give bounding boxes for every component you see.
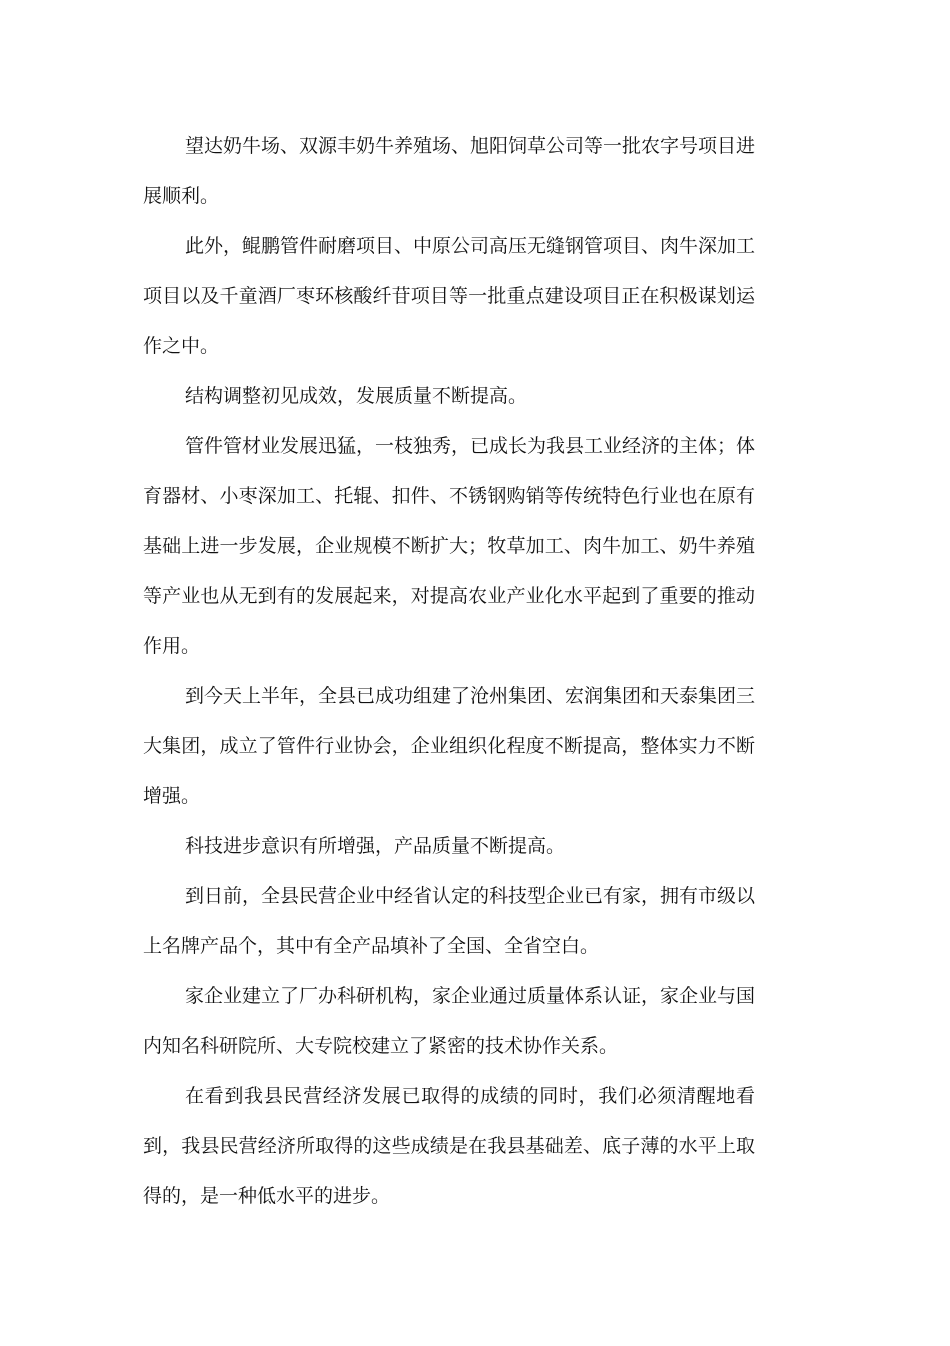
paragraph: 科技进步意识有所增强，产品质量不断提高。 — [185, 835, 566, 857]
paragraph: 望达奶牛场、双源丰奶牛养殖场、旭阳饲草公司等一批农字号项目进展顺利。 — [143, 135, 756, 207]
paragraph: 结构调整初见成效，发展质量不断提高。 — [185, 385, 528, 407]
paragraph: 管件管材业发展迅猛，一枝独秀，已成长为我县工业经济的主体；体育器材、小枣深加工、托辊、扣件、不锈钢购销等传统特色行业也在原有基础上进一步发展，企业规模不断扩大；牧草加工、肉牛加工、奶牛养殖等产业也从无到有的发展起来，对提高农业产业化水平起到了重要的推动作用。 — [143, 435, 756, 657]
paragraph: 家企业建立了厂办科研机构，家企业通过质量体系认证，家企业与国内知名科研院所、大专院校建立了紧密的技术协作关系。 — [143, 985, 756, 1057]
document-body — [143, 121, 755, 1221]
paragraph: 在看到我县民营经济发展已取得的成绩的同时，我们必须清醒地看到，我县民营经济所取得的这些成绩是在我县基础差、底子薄的水平上取得的，是一种低水平的进步。 — [143, 1085, 755, 1207]
paragraph: 到日前，全县民营企业中经省认定的科技型企业已有家，拥有市级以上名牌产品个，其中有全产品填补了全国、全省空白。 — [143, 885, 756, 957]
paragraph: 到今天上半年，全县已成功组建了沧州集团、宏润集团和天泰集团三大集团，成立了管件行业协会，企业组织化程度不断提高，整体实力不断增强。 — [143, 685, 756, 807]
paragraph: 此外，鲲鹏管件耐磨项目、中原公司高压无缝钢管项目、肉牛深加工项目以及千童酒厂枣环核酸纤苷项目等一批重点建设项目正在积极谋划运作之中。 — [143, 235, 756, 357]
